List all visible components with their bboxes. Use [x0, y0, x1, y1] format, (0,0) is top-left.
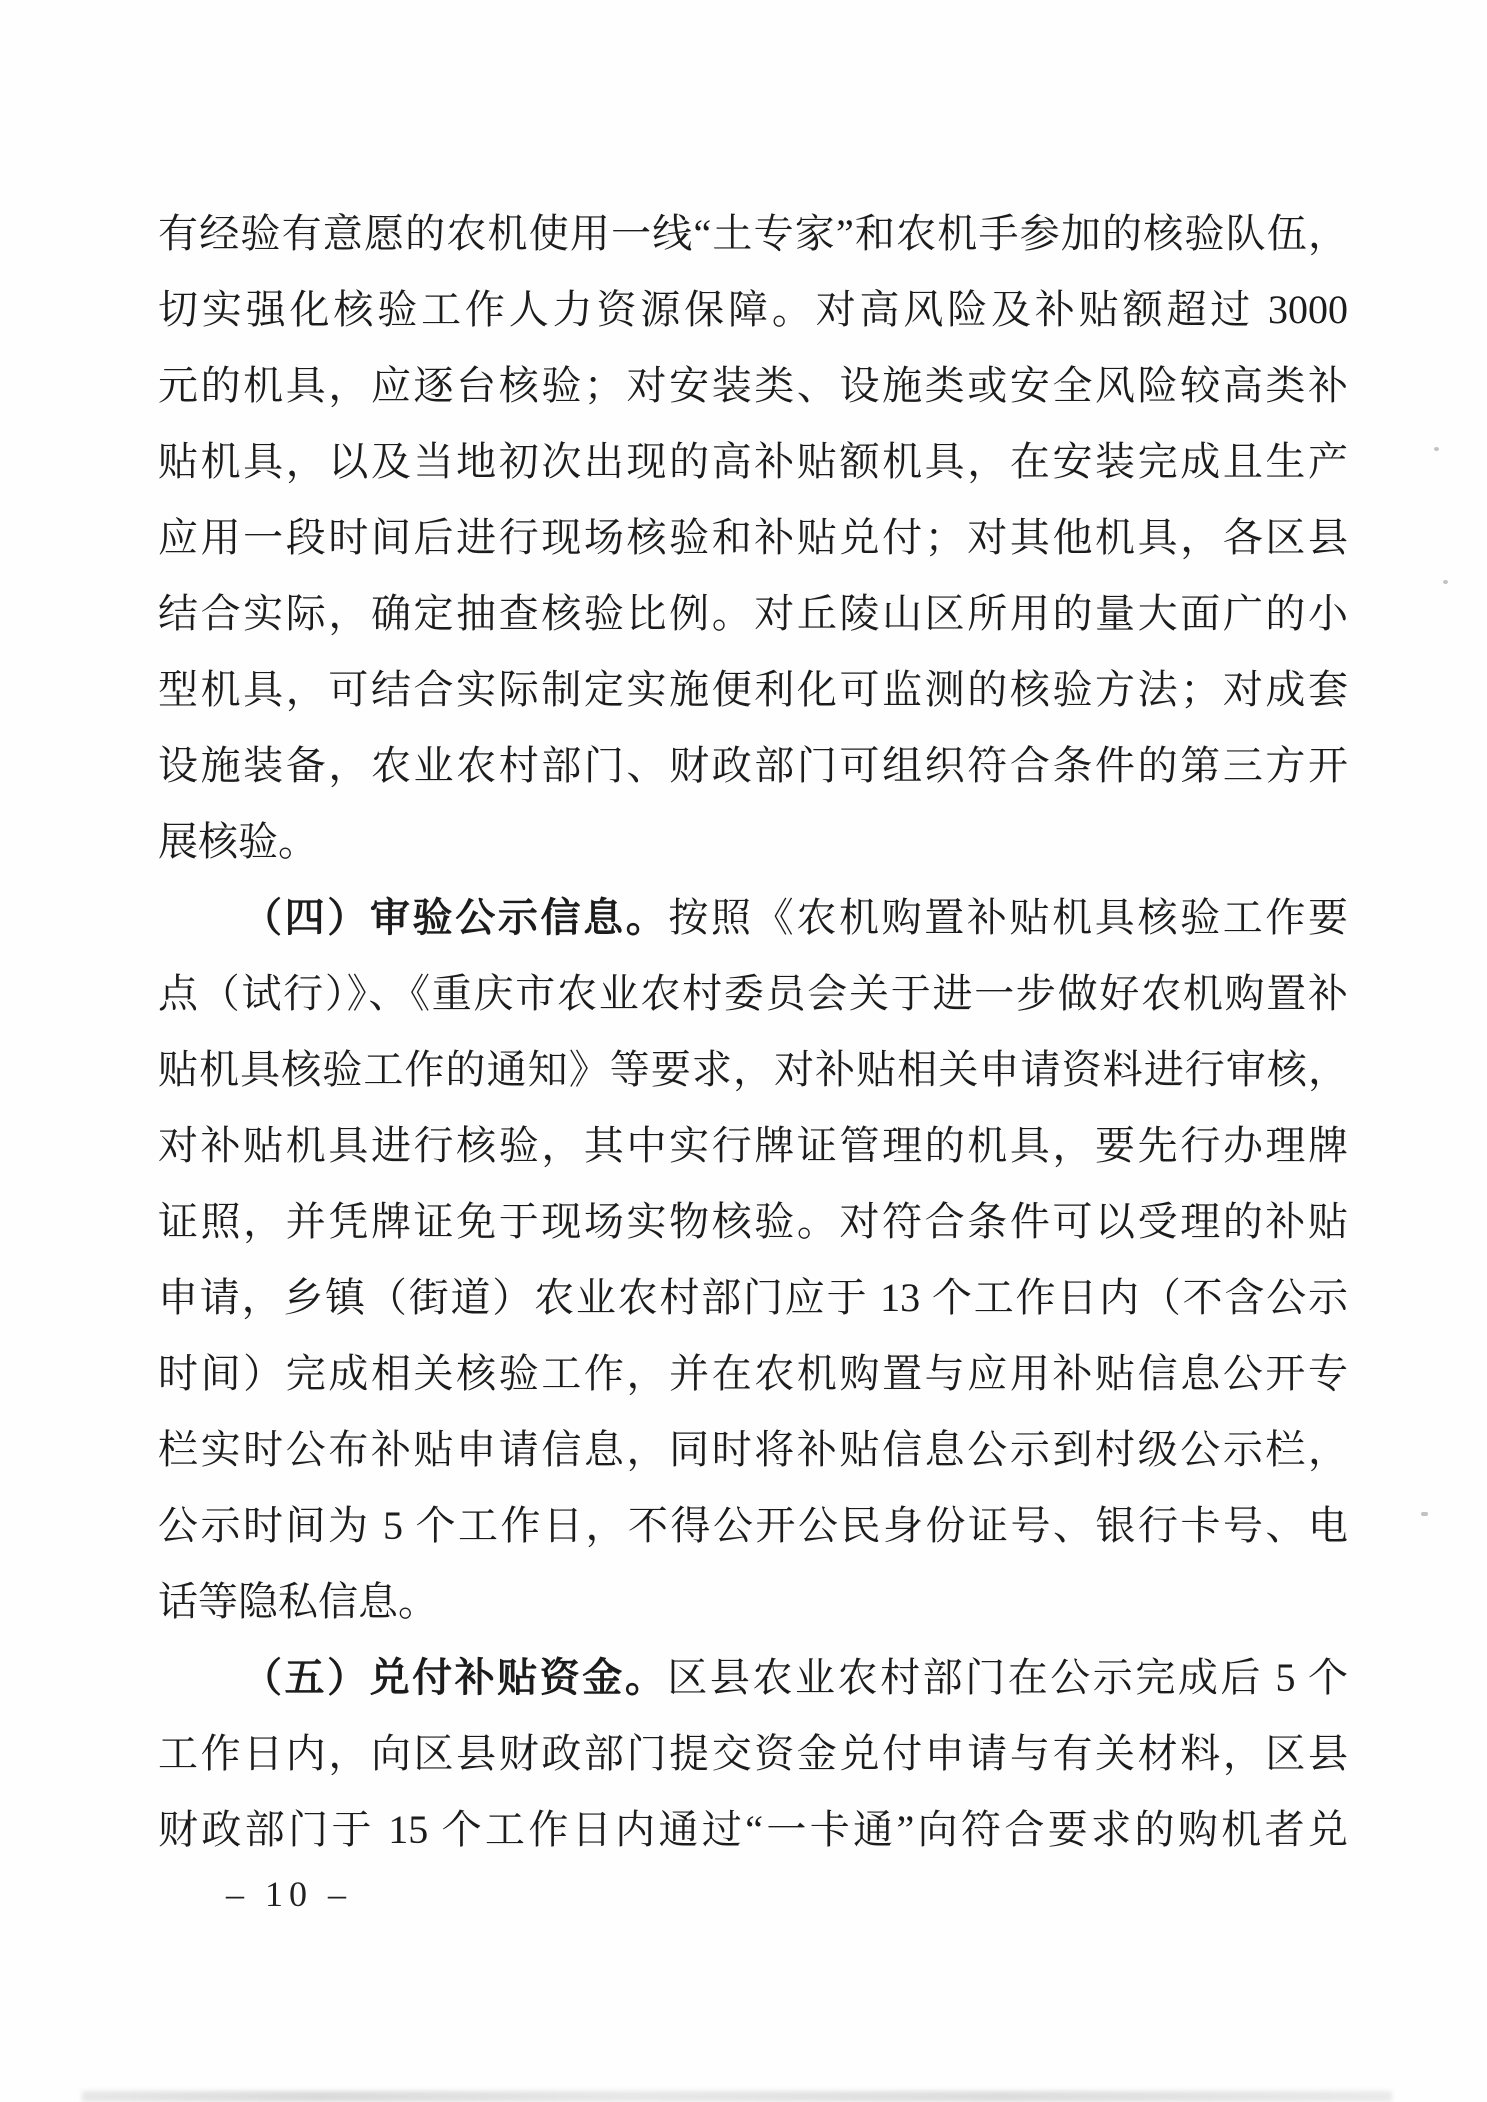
text-line: 型机具，可结合实际制定实施便利化可监测的核验方法；对成套 — [158, 667, 1348, 712]
text-line: 设施装备，农业农村部门、财政部门可组织符合条件的第三方开 — [158, 743, 1348, 788]
document-body — [158, 196, 1348, 1868]
text-line: 对补贴机具进行核验，其中实行牌证管理的机具，要先行办理牌 — [158, 1123, 1348, 1168]
text-line: 栏实时公布补贴申请信息，同时将补贴信息公示到村级公示栏， — [158, 1427, 1348, 1472]
text-line: 公示时间为 5 个工作日，不得公开公民身份证号、银行卡号、电 — [158, 1503, 1348, 1548]
scan-artifact — [1443, 580, 1448, 584]
text-line: 切实强化核验工作人力资源保障。对高风险及补贴额超过 3000 — [158, 287, 1348, 332]
text-line: 应用一段时间后进行现场核验和补贴兑付；对其他机具，各区县 — [158, 515, 1348, 560]
text-line: 元的机具，应逐台核验；对安装类、设施类或安全风险较高类补 — [158, 363, 1348, 408]
text-run: 按照《农机购置补贴机具核验工作要 — [668, 895, 1349, 940]
paragraph-heading-line — [158, 1640, 1348, 1716]
text-line: 结合实际，确定抽查核验比例。对丘陵山区所用的量大面广的小 — [158, 591, 1348, 636]
text-line: 财政部门于 15 个工作日内通过“一卡通”向符合要求的购机者兑 — [158, 1807, 1348, 1852]
section-heading: （五）兑付补贴资金。 — [242, 1655, 668, 1700]
text-line: 话等隐私信息。 — [158, 1579, 438, 1624]
text-line: 时间）完成相关核验工作，并在农机购置与应用补贴信息公开专 — [158, 1351, 1348, 1396]
text-line: 贴机具核验工作的通知》等要求，对补贴相关申请资料进行审核， — [158, 1047, 1348, 1092]
text-line: 申请，乡镇（街道）农业农村部门应于 13 个工作日内（不含公示 — [158, 1275, 1348, 1320]
text-line: 展核验。 — [158, 819, 318, 864]
text-run: 区县农业农村部门在公示完成后 5 个 — [667, 1655, 1349, 1700]
scan-artifact — [1434, 447, 1439, 451]
text-line: 有经验有意愿的农机使用一线“土专家”和农机手参加的核验队伍， — [158, 211, 1348, 256]
text-line: 证照，并凭牌证免于现场实物核验。对符合条件可以受理的补贴 — [158, 1199, 1348, 1244]
scan-artifact — [82, 2091, 1392, 2102]
paragraph-heading-line — [158, 880, 1348, 956]
text-line: 工作日内，向区县财政部门提交资金兑付申请与有关材料，区县 — [158, 1731, 1348, 1776]
text-line: 贴机具，以及当地初次出现的高补贴额机具，在安装完成且生产 — [158, 439, 1348, 484]
section-heading: （四）审验公示信息。 — [242, 895, 669, 940]
scan-artifact — [1421, 1512, 1428, 1516]
page-number: – 10 – — [226, 1874, 352, 1914]
text-line: 点（试行）》、《重庆市农业农村委员会关于进一步做好农机购置补 — [158, 971, 1348, 1016]
